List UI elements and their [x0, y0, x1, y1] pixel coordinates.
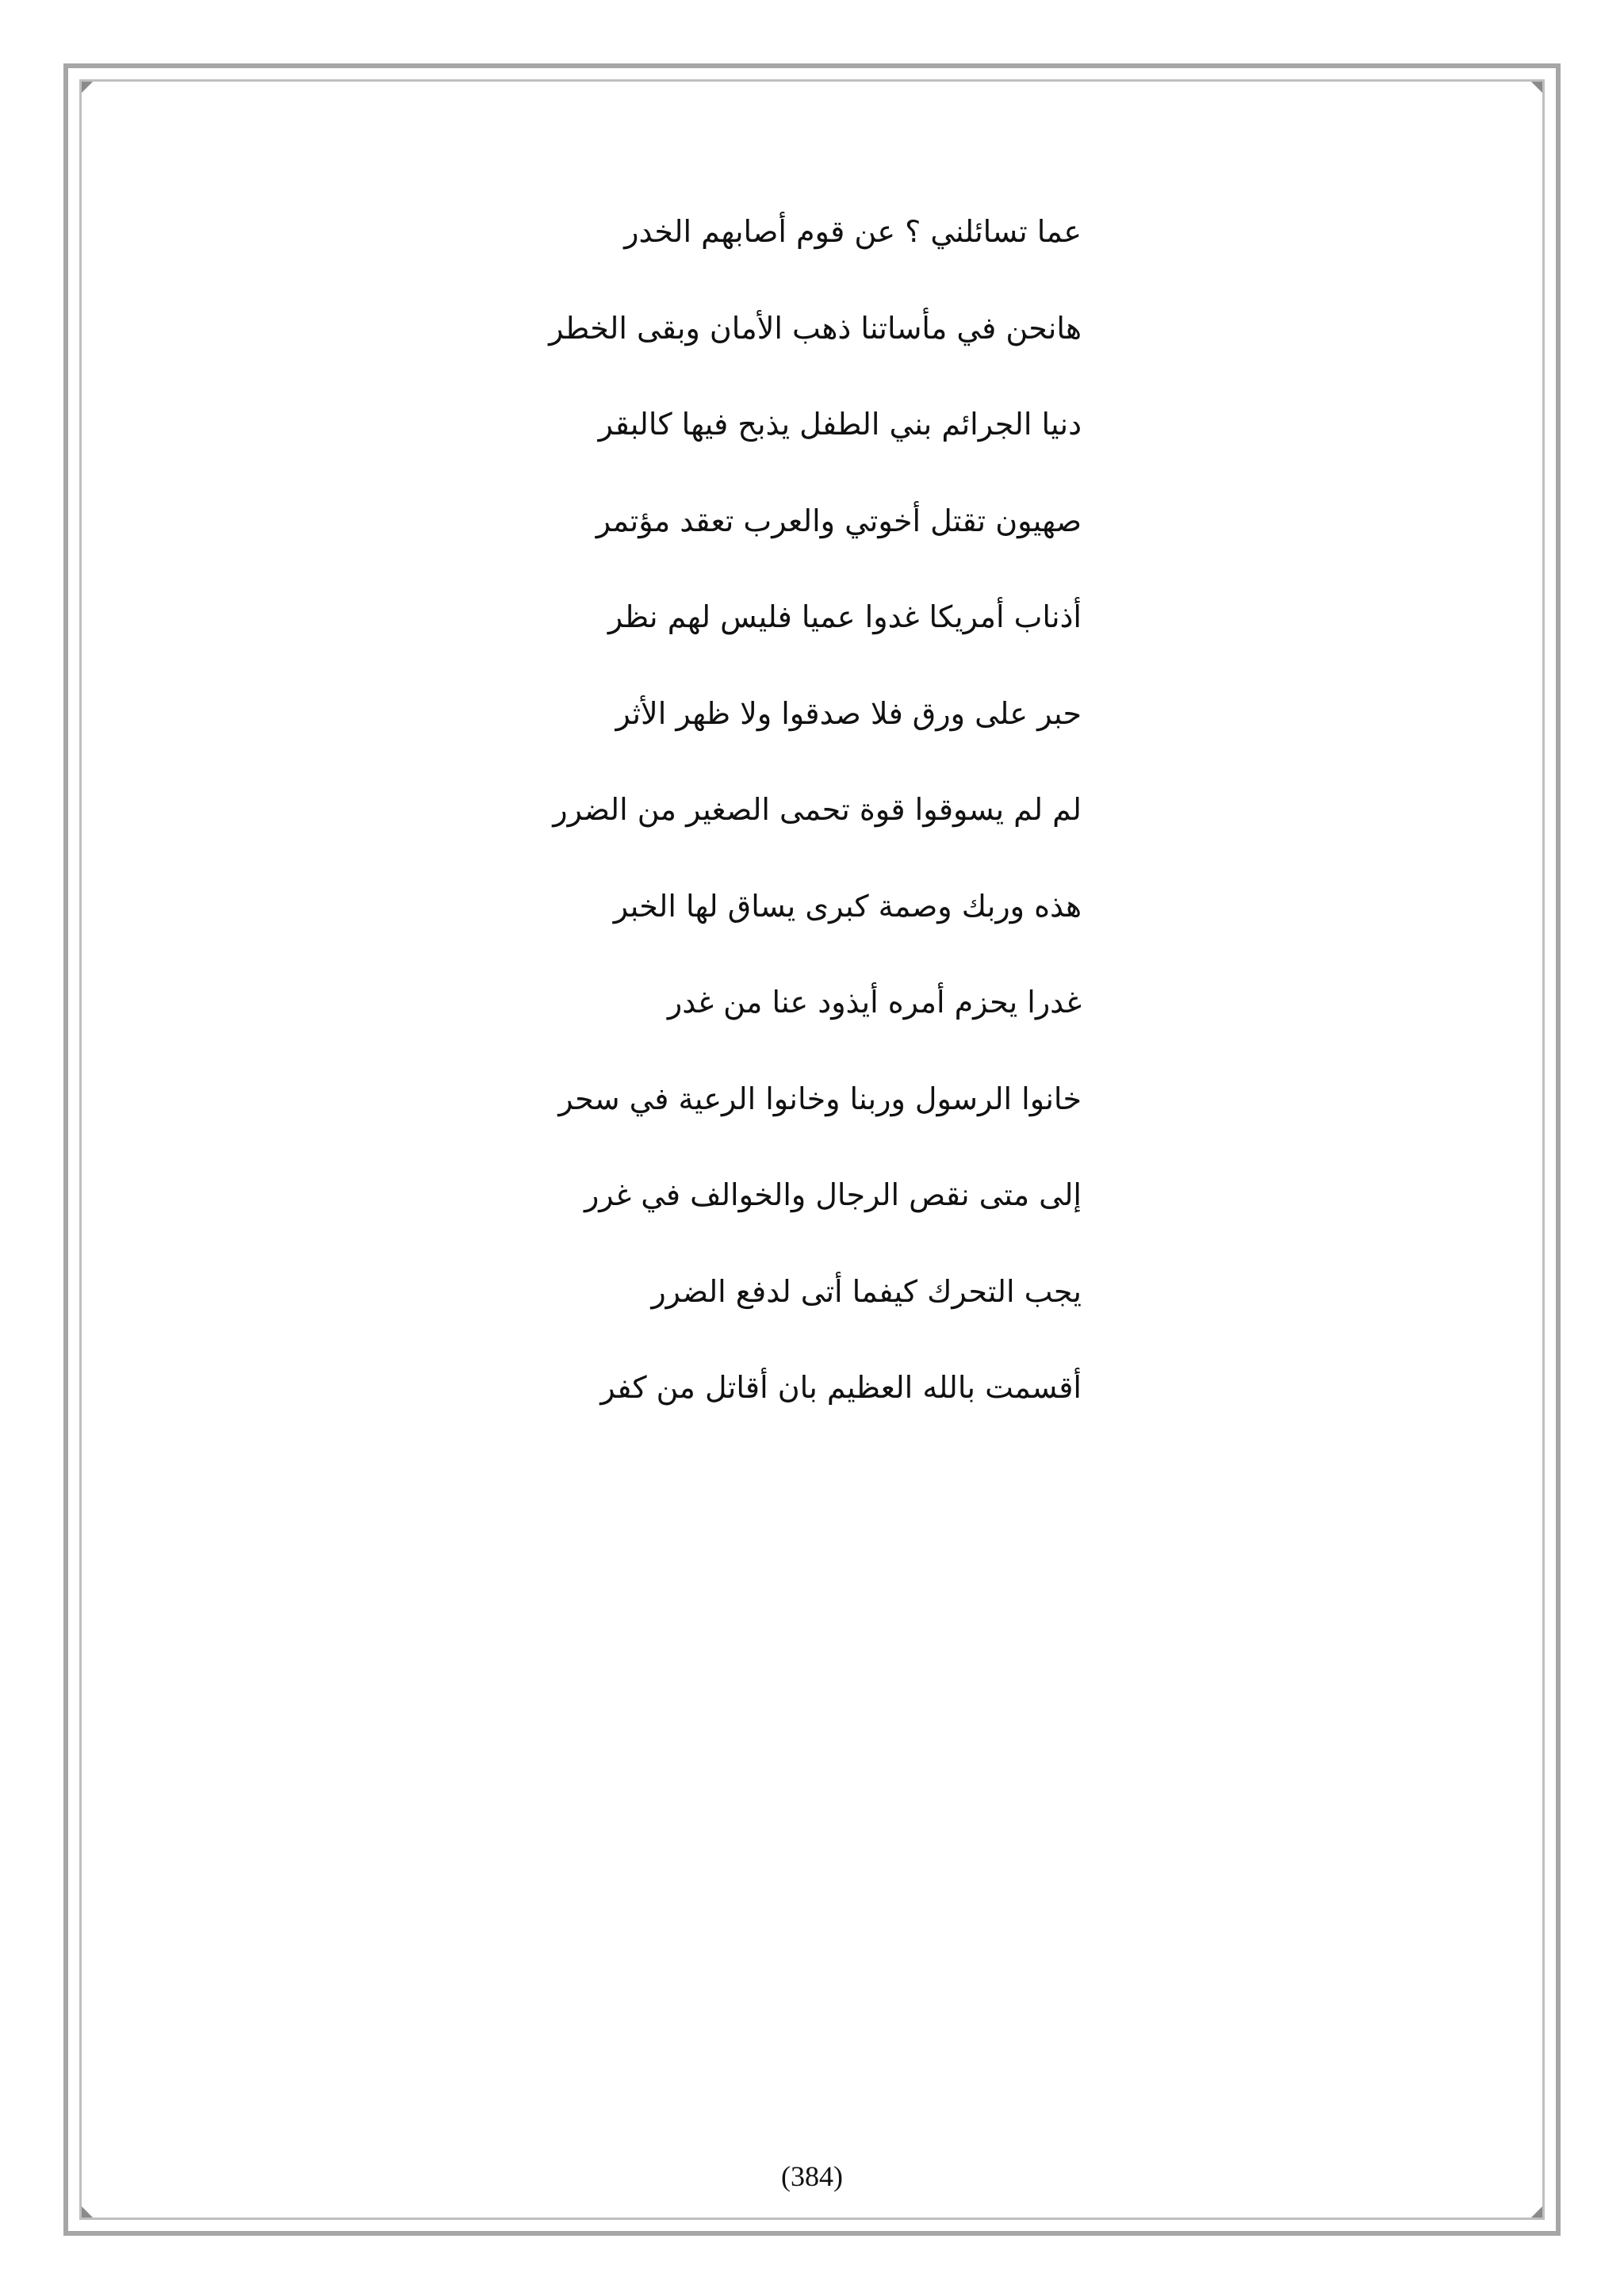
page-number: (384)	[781, 2160, 843, 2192]
poem-line: صهيون تقتل أخوتي والعرب تعقد مؤتمر	[596, 503, 1082, 538]
poem-line: هذه وربك وصمة كبرى يساق لها الخبر	[613, 888, 1082, 924]
poem-line: إلى متى نقص الرجال والخوالف في غرر	[584, 1177, 1082, 1212]
corner-ornament-bottom-left	[82, 2206, 93, 2218]
poem-line: أذناب أمريكا غدوا عميا فليس لهم نظر	[607, 599, 1082, 634]
poem-line: دنيا الجرائم بني الطفل يذبح فيها كالبقر	[598, 407, 1082, 442]
corner-ornament-bottom-right	[1531, 2206, 1542, 2218]
poem-line: لم لم يسوقوا قوة تحمى الصغير من الضرر	[553, 792, 1082, 827]
poem-line: غدرا يحزم أمره أيذود عنا من غدر	[667, 985, 1082, 1020]
poem-line: خانوا الرسول وربنا وخانوا الرعية في سحر	[558, 1081, 1082, 1116]
poem-line: أقسمت بالله العظيم بان أقاتل من كفر	[600, 1370, 1082, 1405]
poem-body	[289, 211, 1082, 1464]
poem-line: حبر على ورق فلا صدقوا ولا ظهر الأثر	[615, 695, 1082, 731]
corner-ornament-top-right	[1531, 82, 1542, 93]
corner-ornament-top-left	[82, 82, 93, 93]
poem-line: يجب التحرك كيفما أتى لدفع الضرر	[651, 1273, 1082, 1309]
poem-line: هانحن في مأساتنا ذهب الأمان وبقى الخطر	[549, 310, 1082, 346]
poem-line: عما تسائلني ؟ عن قوم أصابهم الخدر	[624, 214, 1082, 249]
